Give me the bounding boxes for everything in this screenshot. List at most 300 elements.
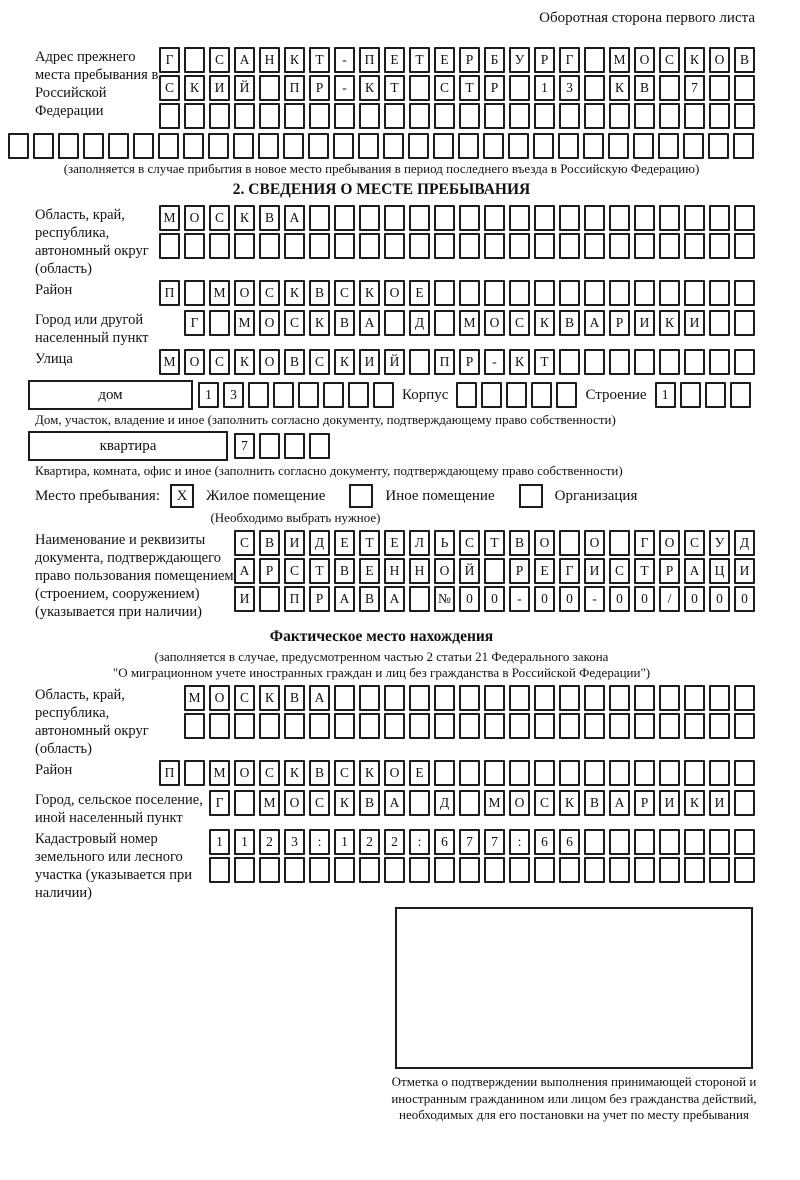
document-rows bbox=[234, 530, 755, 614]
char-box bbox=[359, 685, 380, 711]
char-box bbox=[309, 233, 330, 259]
char-box bbox=[734, 857, 755, 883]
inoe-label: Иное помещение bbox=[385, 487, 495, 504]
char-box: 7 bbox=[234, 433, 255, 459]
char-box bbox=[659, 103, 680, 129]
char-box: О bbox=[509, 790, 530, 816]
char-box: Р bbox=[509, 558, 530, 584]
prev-address-row-1[interactable] bbox=[159, 47, 755, 73]
char-box bbox=[58, 133, 79, 159]
ulitsa-label: Улица bbox=[35, 351, 73, 367]
char-box bbox=[684, 760, 705, 786]
char-box: В bbox=[284, 349, 305, 375]
char-box: М bbox=[459, 310, 480, 336]
char-box bbox=[734, 713, 755, 739]
char-box bbox=[159, 103, 180, 129]
char-box bbox=[509, 685, 530, 711]
char-box bbox=[709, 75, 730, 101]
char-box: М bbox=[184, 685, 205, 711]
char-box bbox=[734, 233, 755, 259]
char-box bbox=[323, 382, 344, 408]
char-box: К bbox=[309, 310, 330, 336]
char-box: С bbox=[309, 349, 330, 375]
fakt-oblast-rows bbox=[184, 685, 755, 741]
char-box bbox=[108, 133, 129, 159]
char-box bbox=[334, 713, 355, 739]
fakt-note-1: (заполняется в случае, предусмотренном частью 2 статьи 21 Федерального закона bbox=[154, 649, 609, 664]
char-box bbox=[634, 103, 655, 129]
char-box: 0 bbox=[634, 586, 655, 612]
char-box: И bbox=[209, 75, 230, 101]
char-box bbox=[484, 857, 505, 883]
char-box: М bbox=[484, 790, 505, 816]
char-box: Т bbox=[309, 558, 330, 584]
fakt-raion-row[interactable] bbox=[159, 760, 755, 786]
char-box: Т bbox=[359, 530, 380, 556]
char-box: М bbox=[234, 310, 255, 336]
fakt-oblast-label: Область, край, республика, автономный округ (область) bbox=[35, 687, 149, 757]
char-box: М bbox=[159, 349, 180, 375]
dom-row bbox=[28, 380, 755, 410]
document-row-2[interactable] bbox=[234, 558, 755, 584]
char-box bbox=[184, 47, 205, 73]
char-box: В bbox=[309, 760, 330, 786]
oblast-field bbox=[8, 205, 755, 278]
char-box: С bbox=[609, 558, 630, 584]
char-box: О bbox=[209, 685, 230, 711]
char-box bbox=[308, 133, 329, 159]
char-box bbox=[209, 310, 230, 336]
char-box: О bbox=[384, 280, 405, 306]
char-box bbox=[531, 382, 552, 408]
fakt-note-2: "О миграционном учете иностранных граждан и лиц без гражданства в Российской Федерации") bbox=[112, 665, 651, 680]
char-box bbox=[559, 280, 580, 306]
char-box bbox=[384, 103, 405, 129]
char-box bbox=[484, 233, 505, 259]
prev-address-row-4[interactable] bbox=[8, 133, 755, 159]
char-box: В bbox=[334, 310, 355, 336]
char-box: И bbox=[709, 790, 730, 816]
char-box: А bbox=[334, 586, 355, 612]
char-box: О bbox=[484, 310, 505, 336]
char-box: К bbox=[184, 75, 205, 101]
prev-address-field bbox=[8, 47, 755, 131]
zhiloe-checkbox[interactable]: X bbox=[170, 484, 194, 508]
inoe-checkbox[interactable] bbox=[349, 484, 373, 508]
char-box: 3 bbox=[223, 382, 244, 408]
char-box bbox=[284, 103, 305, 129]
char-box: О bbox=[259, 310, 280, 336]
char-box: К bbox=[259, 685, 280, 711]
char-box: И bbox=[284, 530, 305, 556]
char-box: А bbox=[234, 558, 255, 584]
char-box: В bbox=[309, 280, 330, 306]
char-box bbox=[659, 760, 680, 786]
kvartira-note: Квартира, комната, офис и иное (заполнить согласно документу, подтверждающему право собственности) bbox=[35, 463, 623, 478]
ulitsa-field bbox=[8, 349, 755, 377]
char-box bbox=[534, 280, 555, 306]
char-box bbox=[684, 280, 705, 306]
char-box bbox=[734, 349, 755, 375]
raion-row[interactable] bbox=[159, 280, 755, 306]
char-box: Г bbox=[184, 310, 205, 336]
char-box bbox=[709, 233, 730, 259]
char-box bbox=[534, 685, 555, 711]
char-box: А bbox=[284, 205, 305, 231]
char-box bbox=[184, 280, 205, 306]
char-box bbox=[659, 349, 680, 375]
ulitsa-row[interactable] bbox=[159, 349, 755, 375]
char-box: П bbox=[159, 280, 180, 306]
char-box bbox=[483, 133, 504, 159]
char-box bbox=[359, 857, 380, 883]
char-box: С bbox=[459, 530, 480, 556]
char-box bbox=[609, 685, 630, 711]
fakt-oblast-row-1[interactable] bbox=[184, 685, 755, 711]
char-box: / bbox=[659, 586, 680, 612]
char-box bbox=[309, 103, 330, 129]
char-box bbox=[684, 685, 705, 711]
char-box bbox=[559, 530, 580, 556]
char-box bbox=[434, 233, 455, 259]
char-box bbox=[259, 75, 280, 101]
fakt-raion-field bbox=[8, 760, 755, 788]
kadastr-rows bbox=[209, 829, 755, 885]
oblast-row-2[interactable] bbox=[159, 233, 755, 259]
char-box: С bbox=[284, 558, 305, 584]
char-box: Е bbox=[359, 558, 380, 584]
char-box bbox=[433, 133, 454, 159]
char-box: С bbox=[434, 75, 455, 101]
char-box: О bbox=[234, 280, 255, 306]
prev-address-row-3[interactable] bbox=[159, 103, 755, 129]
char-box bbox=[484, 280, 505, 306]
char-box bbox=[359, 233, 380, 259]
char-box: А bbox=[384, 586, 405, 612]
char-box: С bbox=[234, 530, 255, 556]
char-box bbox=[705, 382, 726, 408]
char-box: У bbox=[709, 530, 730, 556]
char-box bbox=[409, 586, 430, 612]
char-box bbox=[248, 382, 269, 408]
char-box: Д bbox=[434, 790, 455, 816]
stamp-caption: Отметка о подтверждении выполнения принимающей стороной и иностранным гражданином или лицом без гражданства действий, необходимых для его постановки на учет по месту пребывания bbox=[391, 1074, 757, 1122]
char-box: 2 bbox=[384, 829, 405, 855]
char-box bbox=[734, 790, 755, 816]
char-box: В bbox=[259, 205, 280, 231]
char-box bbox=[608, 133, 629, 159]
mesto-note: (Необходимо выбрать нужное) bbox=[210, 510, 381, 525]
char-box bbox=[658, 133, 679, 159]
char-box bbox=[233, 133, 254, 159]
oblast-label: Область, край, республика, автономный округ (область) bbox=[35, 207, 149, 277]
char-box bbox=[183, 133, 204, 159]
char-box: А bbox=[609, 790, 630, 816]
char-box: С bbox=[534, 790, 555, 816]
char-box bbox=[8, 133, 29, 159]
char-box bbox=[459, 233, 480, 259]
char-box bbox=[584, 280, 605, 306]
prev-address-row-2[interactable] bbox=[159, 75, 755, 101]
char-box: : bbox=[509, 829, 530, 855]
kvartira-box[interactable]: квартира bbox=[28, 431, 228, 461]
char-box: И bbox=[234, 586, 255, 612]
char-box bbox=[684, 103, 705, 129]
char-box: Г bbox=[559, 558, 580, 584]
dom-box[interactable]: дом bbox=[28, 380, 193, 410]
char-box: Е bbox=[409, 280, 430, 306]
char-box bbox=[609, 349, 630, 375]
char-box bbox=[309, 433, 330, 459]
char-box bbox=[184, 233, 205, 259]
char-box bbox=[434, 713, 455, 739]
kadastr-row-1[interactable] bbox=[209, 829, 755, 855]
kadastr-row-2[interactable] bbox=[209, 857, 755, 883]
char-box bbox=[709, 349, 730, 375]
char-box: А bbox=[359, 310, 380, 336]
char-box: Е bbox=[384, 47, 405, 73]
char-box bbox=[434, 103, 455, 129]
dom-note: Дом, участок, владение и иное (заполнить согласно документу, подтверждающему право собственности) bbox=[35, 412, 616, 427]
char-box: П bbox=[359, 47, 380, 73]
char-box: Р bbox=[634, 790, 655, 816]
char-box: О bbox=[259, 349, 280, 375]
char-box: И bbox=[359, 349, 380, 375]
char-box bbox=[334, 685, 355, 711]
char-box: Г bbox=[159, 47, 180, 73]
char-box bbox=[298, 382, 319, 408]
char-box: И bbox=[584, 558, 605, 584]
char-box bbox=[484, 558, 505, 584]
char-box: Е bbox=[409, 760, 430, 786]
char-box bbox=[609, 829, 630, 855]
char-box bbox=[234, 713, 255, 739]
raion-label: Район bbox=[35, 282, 73, 298]
char-box: О bbox=[659, 530, 680, 556]
char-box: Е bbox=[534, 558, 555, 584]
char-box bbox=[634, 857, 655, 883]
char-box bbox=[584, 829, 605, 855]
char-box bbox=[680, 382, 701, 408]
char-box bbox=[659, 829, 680, 855]
korpus-row[interactable] bbox=[456, 382, 577, 408]
char-box bbox=[634, 829, 655, 855]
char-box: Р bbox=[609, 310, 630, 336]
char-box: С bbox=[509, 310, 530, 336]
char-box bbox=[559, 857, 580, 883]
char-box bbox=[634, 685, 655, 711]
char-box bbox=[734, 685, 755, 711]
char-box: М bbox=[609, 47, 630, 73]
char-box: - bbox=[334, 47, 355, 73]
char-box: С bbox=[209, 205, 230, 231]
char-box: 3 bbox=[559, 75, 580, 101]
char-box bbox=[334, 233, 355, 259]
char-box bbox=[559, 349, 580, 375]
char-box: Р bbox=[309, 75, 330, 101]
char-box: О bbox=[634, 47, 655, 73]
char-box bbox=[509, 760, 530, 786]
char-box bbox=[684, 829, 705, 855]
char-box bbox=[458, 133, 479, 159]
char-box bbox=[33, 133, 54, 159]
char-box: И bbox=[659, 790, 680, 816]
char-box: К bbox=[284, 760, 305, 786]
char-box: К bbox=[284, 47, 305, 73]
char-box bbox=[534, 103, 555, 129]
char-box bbox=[409, 349, 430, 375]
char-box bbox=[659, 280, 680, 306]
char-box bbox=[184, 760, 205, 786]
char-box: Т bbox=[409, 47, 430, 73]
char-box: - bbox=[509, 586, 530, 612]
char-box bbox=[209, 713, 230, 739]
char-box bbox=[434, 685, 455, 711]
char-box: М bbox=[209, 280, 230, 306]
char-box bbox=[634, 205, 655, 231]
dom-number-row[interactable] bbox=[198, 382, 394, 408]
fakt-gorod-field bbox=[8, 790, 755, 827]
char-box: Е bbox=[434, 47, 455, 73]
char-box: П bbox=[284, 586, 305, 612]
char-box: В bbox=[509, 530, 530, 556]
char-box: О bbox=[284, 790, 305, 816]
char-box bbox=[509, 280, 530, 306]
fakt-raion-label: Район bbox=[35, 762, 73, 778]
char-box: А bbox=[234, 47, 255, 73]
char-box: И bbox=[734, 558, 755, 584]
char-box bbox=[506, 382, 527, 408]
char-box bbox=[409, 790, 430, 816]
char-box bbox=[609, 530, 630, 556]
char-box: С bbox=[659, 47, 680, 73]
char-box: Г bbox=[559, 47, 580, 73]
raion-field bbox=[8, 280, 755, 308]
char-box bbox=[158, 133, 179, 159]
char-box bbox=[409, 205, 430, 231]
fakt-gorod-row[interactable] bbox=[209, 790, 755, 816]
char-box bbox=[559, 760, 580, 786]
char-box: Т bbox=[309, 47, 330, 73]
fakt-title: Фактическое место нахождения bbox=[269, 628, 494, 645]
char-box bbox=[609, 233, 630, 259]
char-box: Ь bbox=[434, 530, 455, 556]
char-box bbox=[709, 205, 730, 231]
char-box: П bbox=[159, 760, 180, 786]
char-box bbox=[558, 133, 579, 159]
fakt-oblast-row-2[interactable] bbox=[184, 713, 755, 739]
document-row-1[interactable] bbox=[234, 530, 755, 556]
char-box: И bbox=[684, 310, 705, 336]
char-box: О bbox=[234, 760, 255, 786]
char-box: Г bbox=[209, 790, 230, 816]
char-box bbox=[459, 280, 480, 306]
char-box: П bbox=[434, 349, 455, 375]
char-box bbox=[459, 713, 480, 739]
char-box: К bbox=[659, 310, 680, 336]
fakt-oblast-field bbox=[8, 685, 755, 758]
char-box bbox=[734, 280, 755, 306]
char-box bbox=[584, 685, 605, 711]
char-box bbox=[534, 713, 555, 739]
char-box: К bbox=[609, 75, 630, 101]
page-title: Оборотная сторона первого листа bbox=[539, 10, 755, 26]
char-box bbox=[258, 133, 279, 159]
char-box bbox=[348, 382, 369, 408]
char-box: 7 bbox=[459, 829, 480, 855]
char-box: 0 bbox=[534, 586, 555, 612]
char-box bbox=[259, 713, 280, 739]
char-box bbox=[509, 75, 530, 101]
section2-title: 2. СВЕДЕНИЯ О МЕСТЕ ПРЕБЫВАНИЯ bbox=[232, 181, 531, 198]
char-box: К bbox=[334, 790, 355, 816]
char-box bbox=[234, 233, 255, 259]
document-field bbox=[8, 530, 755, 621]
char-box bbox=[659, 685, 680, 711]
char-box bbox=[133, 133, 154, 159]
char-box: 1 bbox=[655, 382, 676, 408]
char-box: Р bbox=[259, 558, 280, 584]
char-box bbox=[734, 205, 755, 231]
char-box bbox=[584, 713, 605, 739]
organizaciya-checkbox[interactable] bbox=[519, 484, 543, 508]
oblast-row-1[interactable] bbox=[159, 205, 755, 231]
char-box: У bbox=[509, 47, 530, 73]
char-box: С bbox=[259, 280, 280, 306]
char-box: В bbox=[584, 790, 605, 816]
char-box bbox=[659, 75, 680, 101]
char-box bbox=[184, 103, 205, 129]
char-box: К bbox=[509, 349, 530, 375]
char-box: Т bbox=[484, 530, 505, 556]
kvartira-number-row[interactable] bbox=[234, 433, 330, 459]
char-box bbox=[383, 133, 404, 159]
stroenie-row[interactable] bbox=[655, 382, 751, 408]
fakt-gorod-label: Город, сельское поселение, иной населенный пункт bbox=[35, 792, 203, 826]
char-box bbox=[534, 760, 555, 786]
char-box: 6 bbox=[434, 829, 455, 855]
char-box bbox=[184, 713, 205, 739]
char-box bbox=[456, 382, 477, 408]
char-box: 0 bbox=[709, 586, 730, 612]
char-box: Н bbox=[259, 47, 280, 73]
char-box bbox=[159, 233, 180, 259]
char-box bbox=[634, 280, 655, 306]
char-box bbox=[559, 713, 580, 739]
document-label: Наименование и реквизиты документа, подтверждающего право пользования помещением (строением, сооружением) (указывается при наличии) bbox=[35, 532, 234, 620]
char-box: 2 bbox=[359, 829, 380, 855]
gorod-row[interactable] bbox=[184, 310, 755, 336]
char-box: М bbox=[159, 205, 180, 231]
char-box bbox=[83, 133, 104, 159]
char-box bbox=[709, 857, 730, 883]
char-box: М bbox=[209, 760, 230, 786]
char-box: С bbox=[159, 75, 180, 101]
char-box bbox=[609, 280, 630, 306]
char-box: 0 bbox=[484, 586, 505, 612]
char-box bbox=[384, 713, 405, 739]
char-box bbox=[384, 233, 405, 259]
document-row-3[interactable] bbox=[234, 586, 755, 612]
char-box bbox=[284, 433, 305, 459]
char-box bbox=[734, 75, 755, 101]
char-box bbox=[359, 205, 380, 231]
char-box bbox=[209, 233, 230, 259]
char-box bbox=[434, 280, 455, 306]
stroenie-label: Строение bbox=[585, 386, 647, 403]
char-box bbox=[584, 857, 605, 883]
char-box bbox=[683, 133, 704, 159]
